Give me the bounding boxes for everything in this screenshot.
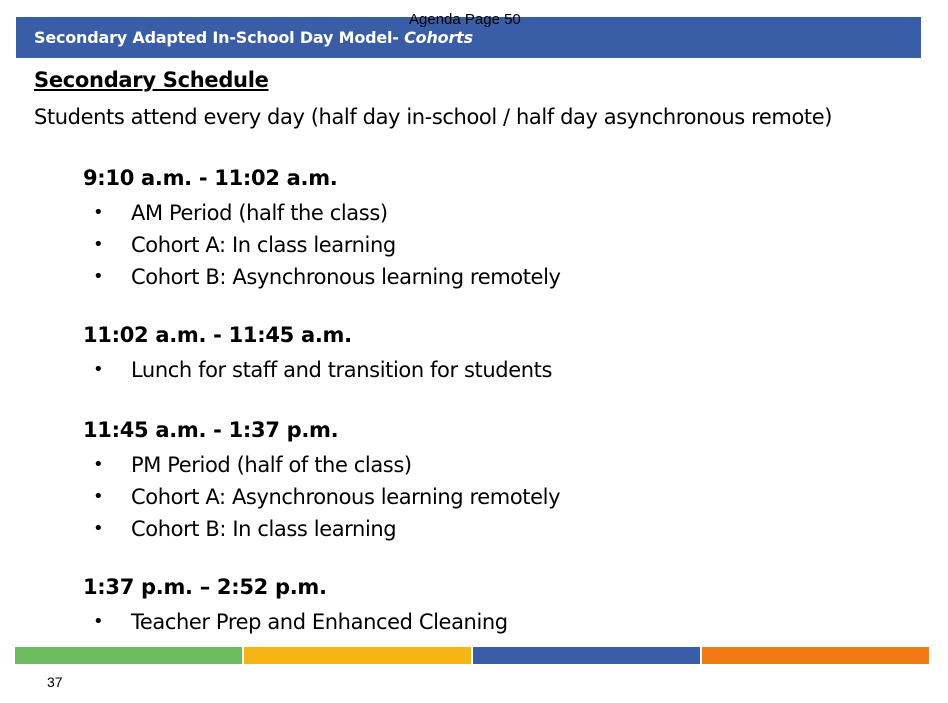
list-item-text: Cohort B: In class learning (131, 517, 397, 541)
bullet-icon: • (93, 266, 104, 287)
list-item-text: PM Period (half of the class) (131, 453, 412, 477)
list-item-text: Lunch for staff and transition for students (131, 358, 553, 382)
footer-color-stripe (15, 647, 929, 664)
list-item (83, 449, 560, 481)
schedule-block-lunch (83, 322, 552, 386)
intro-text: Students attend every day (half day in-school / half day asynchronous remote) (34, 105, 833, 129)
list-item (83, 354, 552, 386)
stripe-blue (473, 647, 700, 664)
list-item (83, 197, 561, 229)
list-item-text: Cohort B: Asynchronous learning remotely (131, 265, 561, 289)
list-item (83, 481, 560, 513)
bullet-list (83, 449, 560, 545)
list-item (83, 606, 508, 638)
list-item-text: AM Period (half the class) (131, 201, 388, 225)
bullet-icon: • (93, 518, 104, 539)
slide-title (34, 28, 473, 47)
list-item (83, 513, 560, 545)
bullet-icon: • (93, 202, 104, 223)
list-item (83, 229, 561, 261)
schedule-block-prep (83, 574, 508, 638)
slide-title-emphasis: Cohorts (404, 28, 473, 47)
bullet-list (83, 354, 552, 386)
stripe-green (15, 647, 242, 664)
bullet-icon: • (93, 611, 104, 632)
time-heading: 11:02 a.m. - 11:45 a.m. (83, 323, 352, 347)
bullet-icon: • (93, 454, 104, 475)
bullet-icon: • (93, 359, 104, 380)
stripe-yellow (244, 647, 471, 664)
schedule-block-am (83, 165, 561, 293)
bullet-icon: • (93, 486, 104, 507)
stripe-orange (702, 647, 929, 664)
time-heading: 11:45 a.m. - 1:37 p.m. (83, 418, 339, 442)
bullet-list (83, 606, 508, 638)
list-item-text: Cohort A: In class learning (131, 233, 396, 257)
agenda-page-label: Agenda Page 50 (409, 11, 521, 28)
list-item (83, 261, 561, 293)
bullet-list (83, 197, 561, 293)
list-item-text: Cohort A: Asynchronous learning remotely (131, 485, 561, 509)
slide-title-main: Secondary Adapted In-School Day Model- (34, 28, 405, 47)
time-heading: 1:37 p.m. – 2:52 p.m. (83, 575, 327, 599)
bullet-icon: • (93, 234, 104, 255)
schedule-block-pm (83, 417, 560, 545)
time-heading: 9:10 a.m. - 11:02 a.m. (83, 166, 338, 190)
list-item-text: Teacher Prep and Enhanced Cleaning (131, 610, 508, 634)
section-heading: Secondary Schedule (34, 68, 269, 92)
page-number: 37 (47, 674, 63, 690)
